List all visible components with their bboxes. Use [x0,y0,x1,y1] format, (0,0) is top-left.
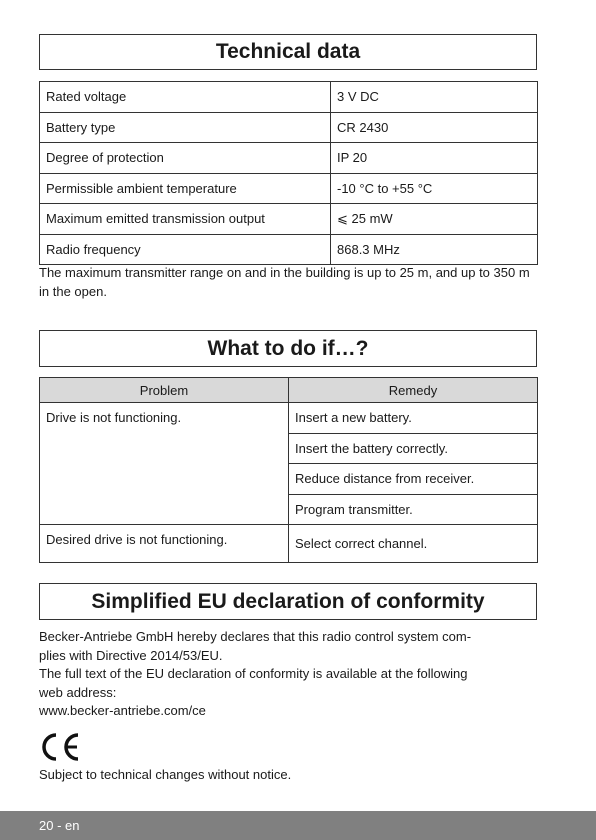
technical-data-row [40,173,538,204]
eu-declaration-text [39,628,539,721]
declaration-line: plies with Directive 2014/53/EU. [39,647,223,663]
spec-label: Rated voltage [40,82,331,113]
technical-data-row [40,112,538,143]
problem-cell: Drive is not functioning. [40,403,289,525]
declaration-line: The full text of the EU declaration of conformity is available at the following [39,666,468,681]
problem-cell: Desired drive is not functioning. [40,525,289,563]
troubleshooting-row [40,403,538,434]
page-number: 20 - en [39,818,80,833]
technical-data-row [40,234,538,265]
page-footer [0,811,596,840]
technical-data-row [40,204,538,235]
spec-label: Radio frequency [40,234,331,265]
troubleshooting-table [39,377,538,563]
eu-declaration-title: Simplified EU declaration of conformity [39,583,537,620]
remedy-cell: Insert the battery correctly. [289,433,538,464]
spec-value: 868.3 MHz [331,234,538,265]
remedy-cell: Reduce distance from receiver. [289,464,538,495]
technical-data-table [39,81,538,265]
problem-header: Problem [40,378,289,403]
spec-value: CR 2430 [331,112,538,143]
spec-label: Battery type [40,112,331,143]
technical-data-title: Technical data [39,34,537,70]
declaration-url: www.becker-antriebe.com/ce [39,703,206,718]
technical-data-body [40,82,538,265]
spec-label: Maximum emitted transmission output [40,204,331,235]
spec-label: Permissible ambient temperature [40,173,331,204]
spec-value: IP 20 [331,143,538,174]
technical-changes-notice: Subject to technical changes without notice. [39,767,292,782]
remedy-header: Remedy [289,378,538,403]
technical-data-row [40,143,538,174]
declaration-line: Becker-Antriebe GmbH hereby declares that this radio control system com- [39,629,472,644]
technical-data-row [40,82,538,113]
troubleshooting-body [40,403,538,563]
spec-label: Degree of protection [40,143,331,174]
remedy-cell: Insert a new battery. [289,403,538,434]
spec-value: -10 °C to +55 °C [331,173,538,204]
ce-mark-icon [40,732,82,762]
troubleshooting-title: What to do if…? [39,330,537,367]
remedy-cell: Select correct channel. [289,525,538,563]
remedy-cell: Program transmitter. [289,494,538,525]
declaration-line: web address: [39,684,117,700]
spec-value: 3 V DC [331,82,538,113]
range-note: The maximum transmitter range on and in the building is up to 25 m, and up to 350 m in the open. [39,265,530,299]
troubleshooting-row [40,525,538,563]
spec-value: ⩽ 25 mW [331,204,538,235]
troubleshooting-header-row [40,378,538,403]
